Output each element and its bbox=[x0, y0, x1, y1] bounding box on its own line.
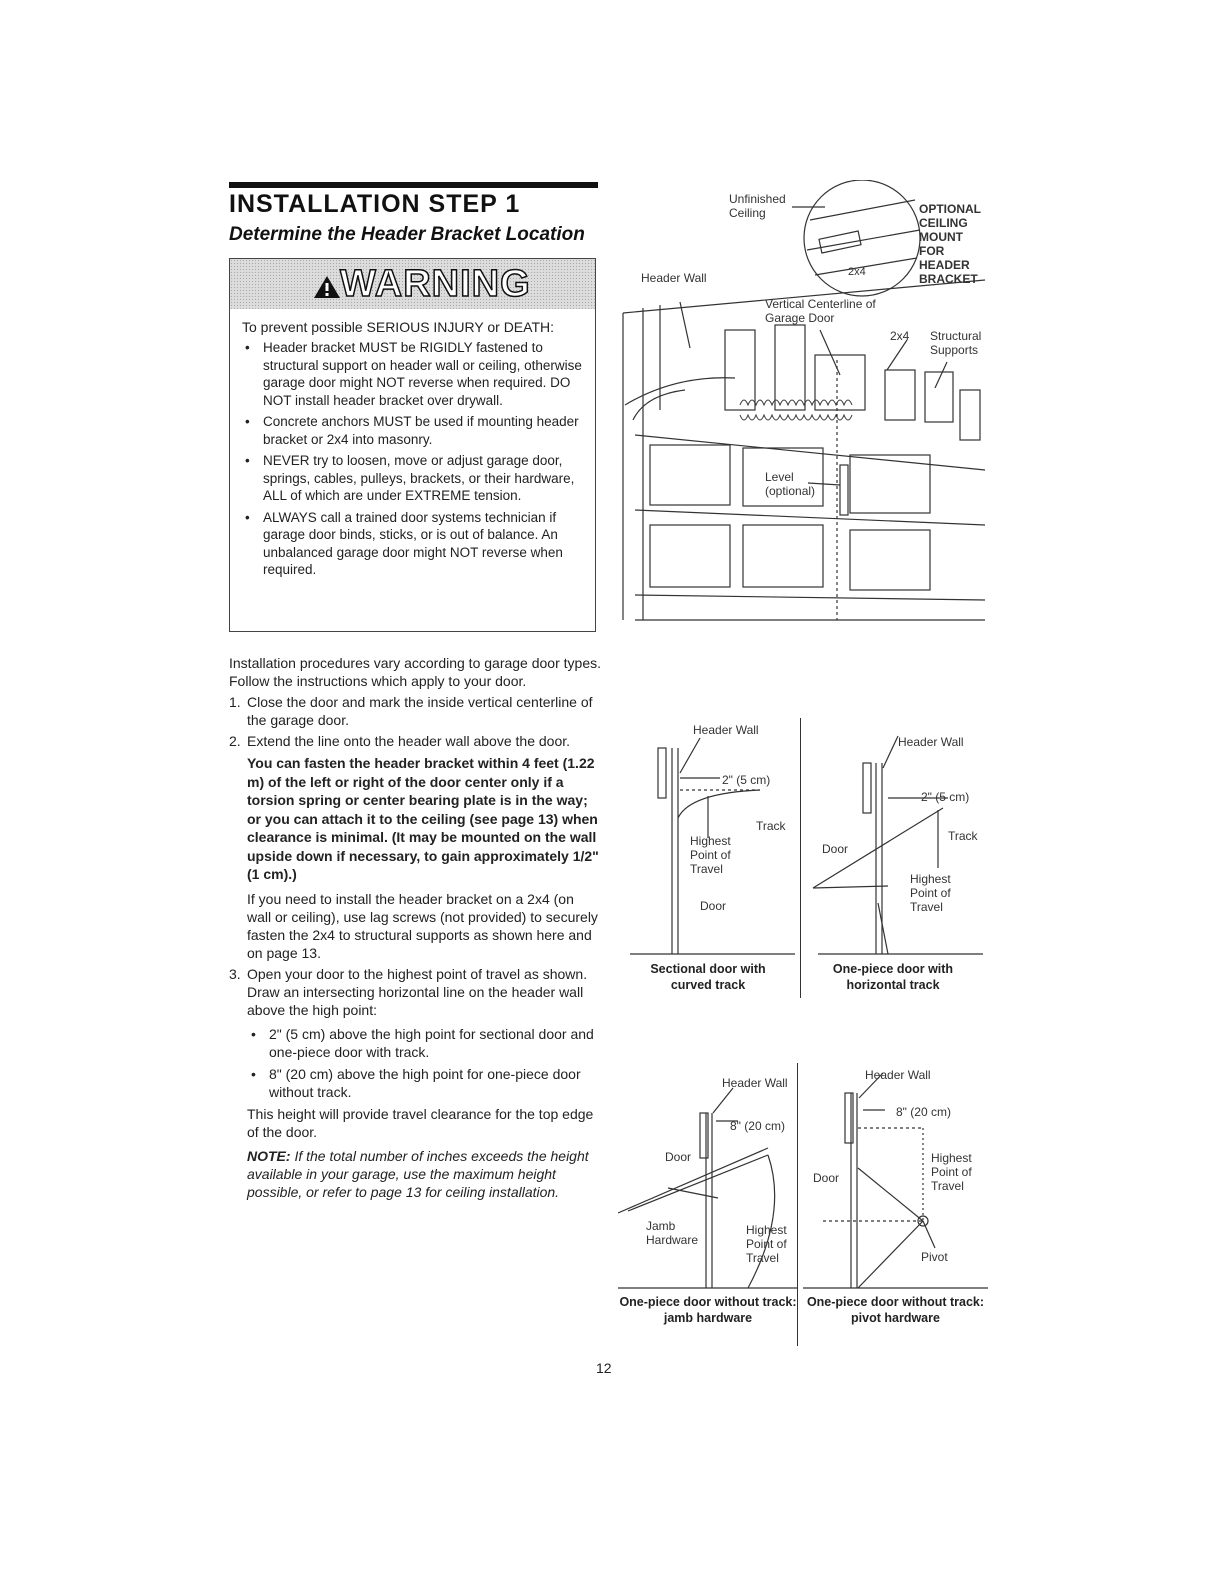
vertical-centerline-label: Vertical Centerline of Garage Door bbox=[765, 297, 876, 325]
height-note: This height will provide travel clearance for the top edge of the door. bbox=[247, 1105, 594, 1140]
track-label: Track bbox=[948, 829, 978, 843]
steps-list bbox=[229, 693, 601, 1201]
highest-point-label: Highest Point of Travel bbox=[690, 834, 731, 876]
step-subtitle: Determine the Header Bracket Location bbox=[229, 224, 585, 245]
track-label: Track bbox=[756, 819, 786, 833]
header-wall-label: Header Wall bbox=[865, 1068, 931, 1082]
step-item: 1. Close the door and mark the inside vertical centerline of the garage door. bbox=[229, 694, 593, 728]
two-by-four-note: If you need to install the header bracket on a 2x4 (on wall or ceiling), use lag screws (not provided) to securely fasten the 2x4 to structural supports as shown here and on page 13. bbox=[247, 890, 598, 961]
step-item: 2. Extend the line onto the header wall above the door. You can fasten the header bracket within 4 feet (1.22 m) of the left or right of the door center only if a torsion spring or center bearing plate is in the way; or you can attach it to the ceiling (see page 13) when clearance is minimal. (It may be mounted on the wall upside down if necessary, to gain approximately 1/2" (1 cm).) If you need to install the header bracket on a 2x4 (on wall or ceiling), use lag screws (not provided) to securely fasten the 2x4 to structural supports as shown here and on page 13. bbox=[229, 732, 601, 962]
warning-list bbox=[242, 339, 582, 583]
support-2x4-label: 2x4 bbox=[890, 329, 910, 343]
note-text: If the total number of inches exceeds the height available in your garage, use the maximum height possible, or refer to page 13 for ceiling installation. bbox=[247, 1147, 589, 1200]
highest-point-label: Highest Point of Travel bbox=[931, 1151, 972, 1193]
highest-point-label: Highest Point of Travel bbox=[910, 872, 951, 914]
one-piece-track-diagram bbox=[808, 718, 983, 998]
door-label: Door bbox=[822, 842, 849, 856]
header-wall-label: Header Wall bbox=[693, 723, 759, 737]
step-3-text: Open your door to the highest point of travel as shown. Draw an intersecting horizontal line on the header wall above the high point: bbox=[247, 965, 588, 1018]
bracket-note: You can fasten the header bracket within 4 feet (1.22 m) of the left or right of the door center only if a torsion spring or center bearing plate is in the way; or you can attach it to the ceiling (see page 13) when clearance is minimal. (It may be mounted on the wall upside down if necessary, to gain approximately 1/2" (1 cm).) bbox=[247, 755, 599, 882]
heading-rule bbox=[229, 182, 598, 188]
diagram-caption: One-piece door without track: jamb hardware bbox=[619, 1295, 797, 1325]
diagram-caption: One-piece door with horizontal track bbox=[832, 962, 954, 992]
step-item: 3. Open your door to the highest point of travel as shown. Draw an intersecting horizontal line on the header wall above the high point: • 2" (5 cm) above the high point for sectional door and one-piece door with track. • 8" (20 cm) above the high point for one-piece door without track. This height will provide travel clearance for the top edge of the door. NOTE: If the total number of inches exceeds the height available in your garage, use the maximum height possible, or refer to page 13 for ceiling installation. bbox=[229, 965, 601, 1201]
door-label: Door bbox=[813, 1171, 840, 1185]
level-label: Level (optional) bbox=[765, 470, 816, 498]
height-bullet: • 8" (20 cm) above the high point for one-piece door without track. bbox=[247, 1065, 601, 1101]
sectional-door-diagram bbox=[620, 718, 795, 998]
ceiling-note bbox=[247, 1147, 601, 1201]
ceiling-2x4-label: 2x4 bbox=[848, 266, 866, 278]
diagram-caption: Sectional door with curved track bbox=[650, 962, 766, 992]
step-2-text: Extend the line onto the header wall above the door. bbox=[247, 733, 571, 749]
warning-item: • Concrete anchors MUST be used if mounting header bracket or 2x4 into masonry. bbox=[242, 413, 582, 448]
jamb-hardware-label: Jamb Hardware bbox=[646, 1219, 699, 1247]
warning-header bbox=[230, 259, 595, 309]
header-wall-label: Header Wall bbox=[898, 735, 964, 749]
unfinished-ceiling-label: Unfinished Ceiling bbox=[729, 192, 786, 220]
warning-item: • Header bracket MUST be RIGIDLY fastened to structural support on header wall or ceiling, otherwise garage door might NOT reverse when required. DO NOT install header bracket over drywall. bbox=[242, 339, 582, 409]
measure-label: 8" (20 cm) bbox=[730, 1119, 785, 1133]
height-bullet: • 2" (5 cm) above the high point for sectional door and one-piece door with track. bbox=[247, 1025, 601, 1061]
intro-paragraph: Installation procedures vary according to garage door types. Follow the instructions which apply to your door. bbox=[229, 655, 601, 689]
warning-item: • ALWAYS call a trained door systems technician if garage door binds, sticks, or is out of balance. An unbalanced garage door might NOT reverse when required. bbox=[242, 509, 582, 579]
measure-label: 2" (5 cm) bbox=[722, 773, 771, 787]
garage-door-illustration bbox=[615, 180, 995, 635]
warning-intro: To prevent possible SERIOUS INJURY or DEATH: bbox=[242, 319, 554, 335]
measure-label: 2" (5 cm) bbox=[921, 790, 970, 804]
height-bullets bbox=[247, 1025, 601, 1101]
pivot-label: Pivot bbox=[921, 1250, 948, 1264]
structural-supports-label: Structural Supports bbox=[930, 329, 982, 357]
jamb-hardware-diagram bbox=[618, 1063, 798, 1333]
optional-mount-label: OPTIONAL CEILING MOUNT FOR HEADER BRACKET bbox=[919, 202, 981, 286]
diagram-divider bbox=[800, 718, 801, 998]
diagram-caption: One-piece door without track: pivot hardware bbox=[806, 1295, 985, 1325]
header-wall-label: Header Wall bbox=[722, 1076, 788, 1090]
page-number: 12 bbox=[596, 1360, 612, 1376]
instructions-body bbox=[229, 654, 601, 1201]
step-1-text: Close the door and mark the inside vertical centerline of the garage door. bbox=[247, 694, 593, 728]
warning-box bbox=[229, 258, 596, 632]
step-title: INSTALLATION STEP 1 bbox=[229, 190, 521, 218]
pivot-hardware-diagram bbox=[803, 1063, 988, 1333]
door-label: Door bbox=[665, 1150, 692, 1164]
door-label: Door bbox=[700, 899, 727, 913]
highest-point-label: Highest Point of Travel bbox=[746, 1223, 787, 1265]
warning-label: WARNING bbox=[340, 263, 531, 305]
warning-item: • NEVER try to loosen, move or adjust garage door, springs, cables, pulleys, brackets, or their hardware, ALL of which are under EXTREME tension. bbox=[242, 452, 582, 505]
measure-label: 8" (20 cm) bbox=[896, 1105, 951, 1119]
header-wall-label: Header Wall bbox=[641, 271, 707, 285]
note-label: NOTE: bbox=[247, 1147, 291, 1164]
